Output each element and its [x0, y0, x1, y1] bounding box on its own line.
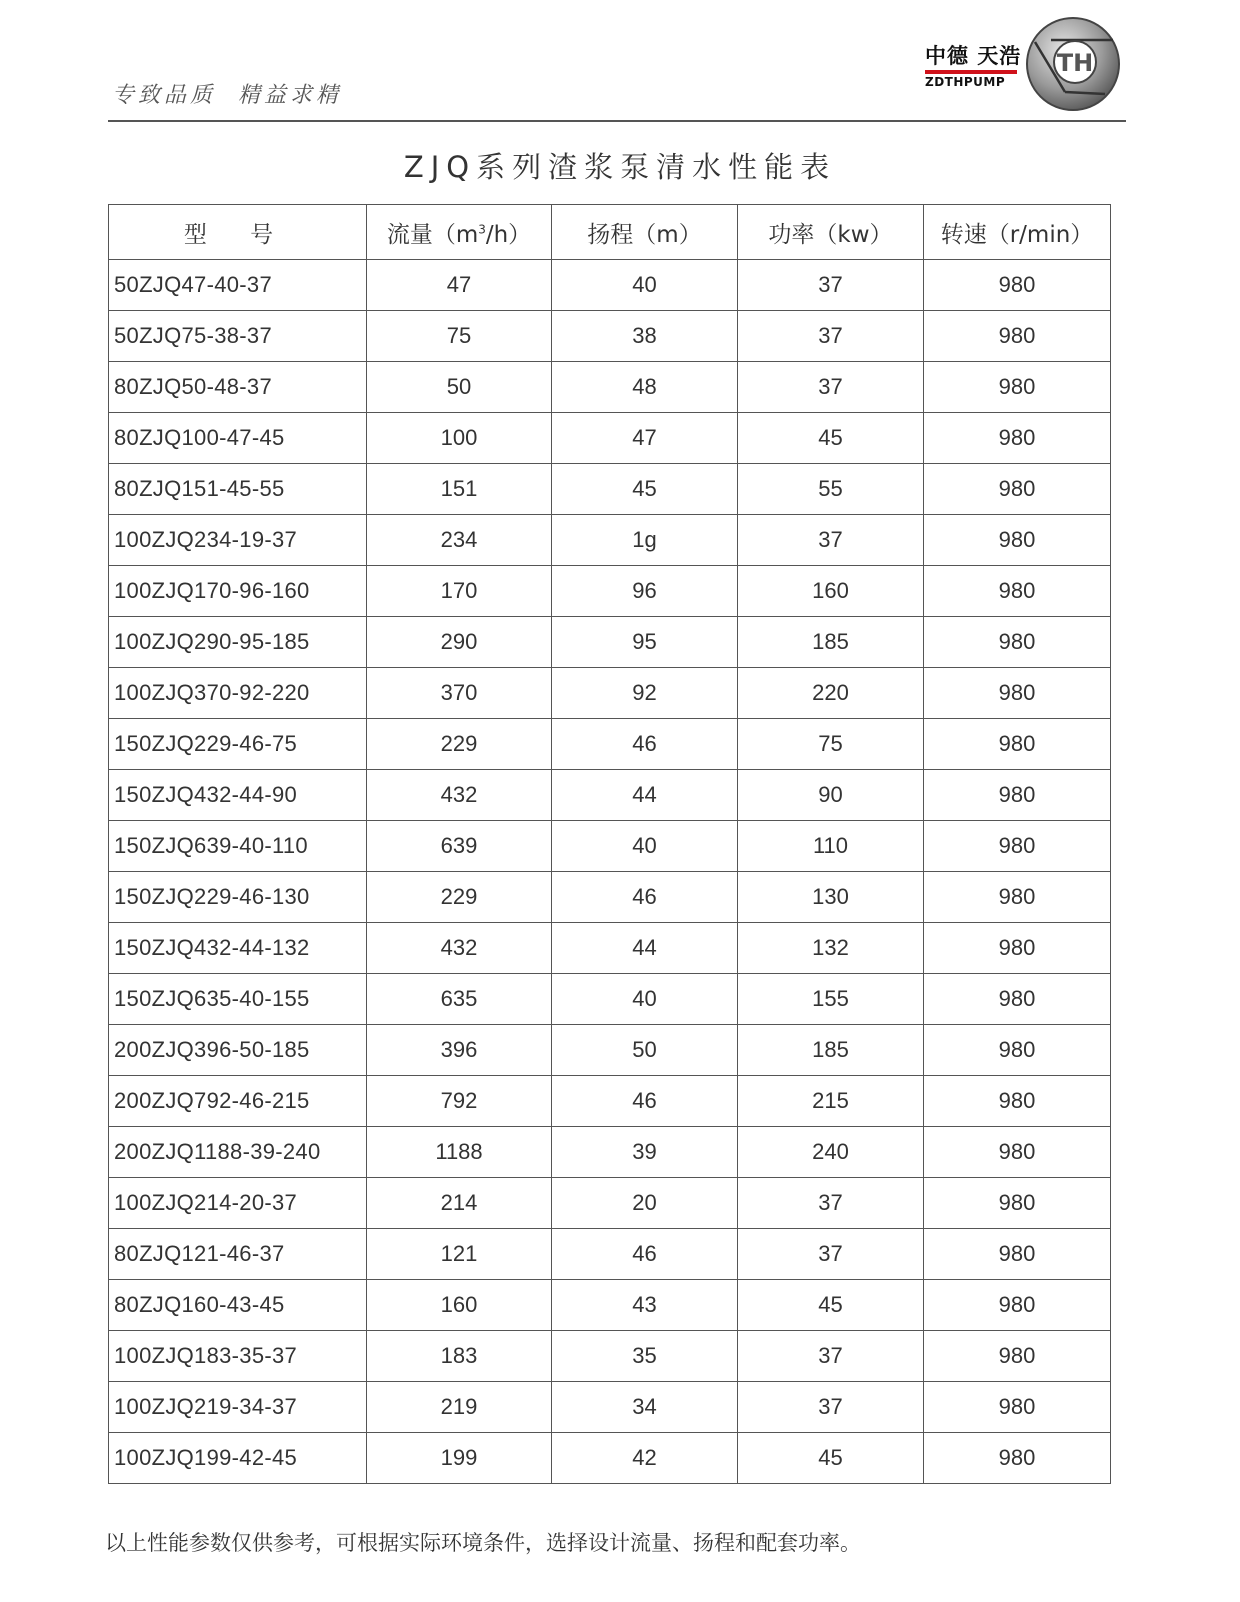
cell-model: 80ZJQ50-48-37	[109, 362, 367, 413]
cell-flow: 219	[367, 1382, 552, 1433]
cell-speed: 980	[924, 566, 1111, 617]
cell-power: 215	[738, 1076, 924, 1127]
cell-flow: 432	[367, 770, 552, 821]
cell-model: 100ZJQ290-95-185	[109, 617, 367, 668]
cell-flow: 100	[367, 413, 552, 464]
cell-head: 40	[552, 260, 738, 311]
cell-power: 155	[738, 974, 924, 1025]
cell-flow: 50	[367, 362, 552, 413]
cell-head: 46	[552, 1229, 738, 1280]
table-row	[109, 566, 1111, 617]
table-row	[109, 974, 1111, 1025]
column-header-model	[109, 205, 367, 260]
cell-speed: 980	[924, 1127, 1111, 1178]
cell-model: 100ZJQ214-20-37	[109, 1178, 367, 1229]
table-row	[109, 1331, 1111, 1382]
cell-flow: 396	[367, 1025, 552, 1076]
cell-speed: 980	[924, 1076, 1111, 1127]
table-row	[109, 1076, 1111, 1127]
cell-power: 240	[738, 1127, 924, 1178]
logo-chinese-name: 中德 天浩	[925, 44, 1022, 68]
logo-red-bar	[925, 70, 1017, 74]
cell-power: 55	[738, 464, 924, 515]
cell-power: 132	[738, 923, 924, 974]
cell-power: 37	[738, 311, 924, 362]
cell-power: 37	[738, 1178, 924, 1229]
table-row	[109, 515, 1111, 566]
cell-speed: 980	[924, 719, 1111, 770]
cell-head: 34	[552, 1382, 738, 1433]
page-title: ZJQ系列渣浆泵清水性能表	[403, 150, 837, 184]
cell-model: 100ZJQ170-96-160	[109, 566, 367, 617]
table-row	[109, 668, 1111, 719]
cell-head: 40	[552, 821, 738, 872]
cell-speed: 980	[924, 1025, 1111, 1076]
table-row	[109, 770, 1111, 821]
table-row	[109, 1280, 1111, 1331]
cell-head: 20	[552, 1178, 738, 1229]
table-row	[109, 719, 1111, 770]
cell-model: 100ZJQ183-35-37	[109, 1331, 367, 1382]
table-row	[109, 872, 1111, 923]
cell-speed: 980	[924, 413, 1111, 464]
cell-speed: 980	[924, 1229, 1111, 1280]
cell-speed: 980	[924, 770, 1111, 821]
cell-flow: 47	[367, 260, 552, 311]
table-row	[109, 1178, 1111, 1229]
cell-power: 220	[738, 668, 924, 719]
cell-power: 90	[738, 770, 924, 821]
cell-head: 48	[552, 362, 738, 413]
cell-speed: 980	[924, 974, 1111, 1025]
cell-speed: 980	[924, 1178, 1111, 1229]
table-row	[109, 1433, 1111, 1484]
cell-speed: 980	[924, 1331, 1111, 1382]
cell-flow: 121	[367, 1229, 552, 1280]
cell-model: 150ZJQ229-46-75	[109, 719, 367, 770]
slogan-left: 专致品质	[112, 83, 217, 108]
cell-speed: 980	[924, 1433, 1111, 1484]
cell-head: 50	[552, 1025, 738, 1076]
cell-flow: 639	[367, 821, 552, 872]
cell-flow: 160	[367, 1280, 552, 1331]
cell-flow: 170	[367, 566, 552, 617]
cell-flow: 214	[367, 1178, 552, 1229]
table-row	[109, 413, 1111, 464]
cell-speed: 980	[924, 1280, 1111, 1331]
header-divider	[108, 120, 1126, 122]
table-row	[109, 311, 1111, 362]
cell-head: 43	[552, 1280, 738, 1331]
cell-speed: 980	[924, 872, 1111, 923]
column-header-speed: 转速（r/min）	[924, 205, 1111, 260]
cell-power: 110	[738, 821, 924, 872]
cell-head: 1g	[552, 515, 738, 566]
cell-model: 150ZJQ432-44-132	[109, 923, 367, 974]
logo-emblem-text: TH	[1056, 49, 1094, 77]
cell-head: 40	[552, 974, 738, 1025]
column-header-flow	[367, 205, 552, 260]
cell-power: 185	[738, 617, 924, 668]
cell-model: 100ZJQ219-34-37	[109, 1382, 367, 1433]
cell-model: 200ZJQ1188-39-240	[109, 1127, 367, 1178]
table-row	[109, 464, 1111, 515]
cell-model: 80ZJQ100-47-45	[109, 413, 367, 464]
cell-model: 150ZJQ432-44-90	[109, 770, 367, 821]
cell-power: 45	[738, 1280, 924, 1331]
cell-speed: 980	[924, 515, 1111, 566]
cell-model: 80ZJQ151-45-55	[109, 464, 367, 515]
cell-model: 50ZJQ47-40-37	[109, 260, 367, 311]
logo-emblem-icon	[1025, 12, 1121, 116]
cell-power: 45	[738, 413, 924, 464]
table-row	[109, 1229, 1111, 1280]
cell-speed: 980	[924, 923, 1111, 974]
cell-power: 45	[738, 1433, 924, 1484]
flow-prefix: 流量（m	[386, 221, 479, 248]
cell-head: 46	[552, 1076, 738, 1127]
cell-flow: 1188	[367, 1127, 552, 1178]
cell-speed: 980	[924, 362, 1111, 413]
cell-power: 75	[738, 719, 924, 770]
cell-head: 44	[552, 770, 738, 821]
cell-flow: 432	[367, 923, 552, 974]
cell-flow: 234	[367, 515, 552, 566]
cell-model: 150ZJQ229-46-130	[109, 872, 367, 923]
flow-suffix: /h）	[485, 221, 532, 248]
cell-power: 37	[738, 1331, 924, 1382]
cell-model: 80ZJQ121-46-37	[109, 1229, 367, 1280]
cell-power: 37	[738, 1382, 924, 1433]
cell-power: 185	[738, 1025, 924, 1076]
cell-head: 46	[552, 872, 738, 923]
cell-speed: 980	[924, 821, 1111, 872]
company-logo	[925, 12, 1125, 116]
cell-power: 37	[738, 1229, 924, 1280]
cell-head: 96	[552, 566, 738, 617]
cell-flow: 635	[367, 974, 552, 1025]
table-row	[109, 260, 1111, 311]
cell-head: 95	[552, 617, 738, 668]
table-row	[109, 617, 1111, 668]
table-header-row	[109, 205, 1111, 260]
cell-head: 44	[552, 923, 738, 974]
cell-speed: 980	[924, 464, 1111, 515]
logo-english-name: ZDTHPUMP	[925, 75, 1006, 89]
slogan-right: 精益求精	[238, 83, 343, 108]
cell-flow: 229	[367, 872, 552, 923]
table-row	[109, 923, 1111, 974]
cell-flow: 151	[367, 464, 552, 515]
flow-superscript: 3	[478, 221, 486, 236]
cell-flow: 183	[367, 1331, 552, 1382]
cell-power: 37	[738, 260, 924, 311]
cell-model: 100ZJQ234-19-37	[109, 515, 367, 566]
table-row	[109, 1382, 1111, 1433]
cell-power: 130	[738, 872, 924, 923]
footnote: 以上性能参数仅供参考，可根据实际环境条件，选择设计流量、扬程和配套功率。	[105, 1531, 861, 1555]
performance-table	[108, 204, 1111, 1484]
cell-head: 92	[552, 668, 738, 719]
cell-flow: 75	[367, 311, 552, 362]
cell-model: 150ZJQ639-40-110	[109, 821, 367, 872]
slogan	[112, 78, 342, 109]
cell-flow: 199	[367, 1433, 552, 1484]
cell-speed: 980	[924, 668, 1111, 719]
cell-power: 37	[738, 515, 924, 566]
cell-flow: 370	[367, 668, 552, 719]
cell-power: 160	[738, 566, 924, 617]
cell-head: 39	[552, 1127, 738, 1178]
cell-model: 200ZJQ792-46-215	[109, 1076, 367, 1127]
cell-head: 38	[552, 311, 738, 362]
column-header-power: 功率（kw）	[738, 205, 924, 260]
cell-head: 47	[552, 413, 738, 464]
cell-model: 150ZJQ635-40-155	[109, 974, 367, 1025]
cell-flow: 792	[367, 1076, 552, 1127]
cell-flow: 290	[367, 617, 552, 668]
cell-speed: 980	[924, 617, 1111, 668]
cell-model: 50ZJQ75-38-37	[109, 311, 367, 362]
cell-model: 100ZJQ370-92-220	[109, 668, 367, 719]
cell-model: 100ZJQ199-42-45	[109, 1433, 367, 1484]
cell-speed: 980	[924, 260, 1111, 311]
cell-head: 46	[552, 719, 738, 770]
table-row	[109, 821, 1111, 872]
cell-speed: 980	[924, 1382, 1111, 1433]
table-row	[109, 1127, 1111, 1178]
table-row	[109, 362, 1111, 413]
column-header-head: 扬程（m）	[552, 205, 738, 260]
cell-flow: 229	[367, 719, 552, 770]
table-row	[109, 1025, 1111, 1076]
cell-model: 200ZJQ396-50-185	[109, 1025, 367, 1076]
column-header-model-label: 型 号	[183, 221, 292, 248]
cell-head: 35	[552, 1331, 738, 1382]
cell-head: 42	[552, 1433, 738, 1484]
cell-speed: 980	[924, 311, 1111, 362]
cell-head: 45	[552, 464, 738, 515]
cell-power: 37	[738, 362, 924, 413]
cell-model: 80ZJQ160-43-45	[109, 1280, 367, 1331]
